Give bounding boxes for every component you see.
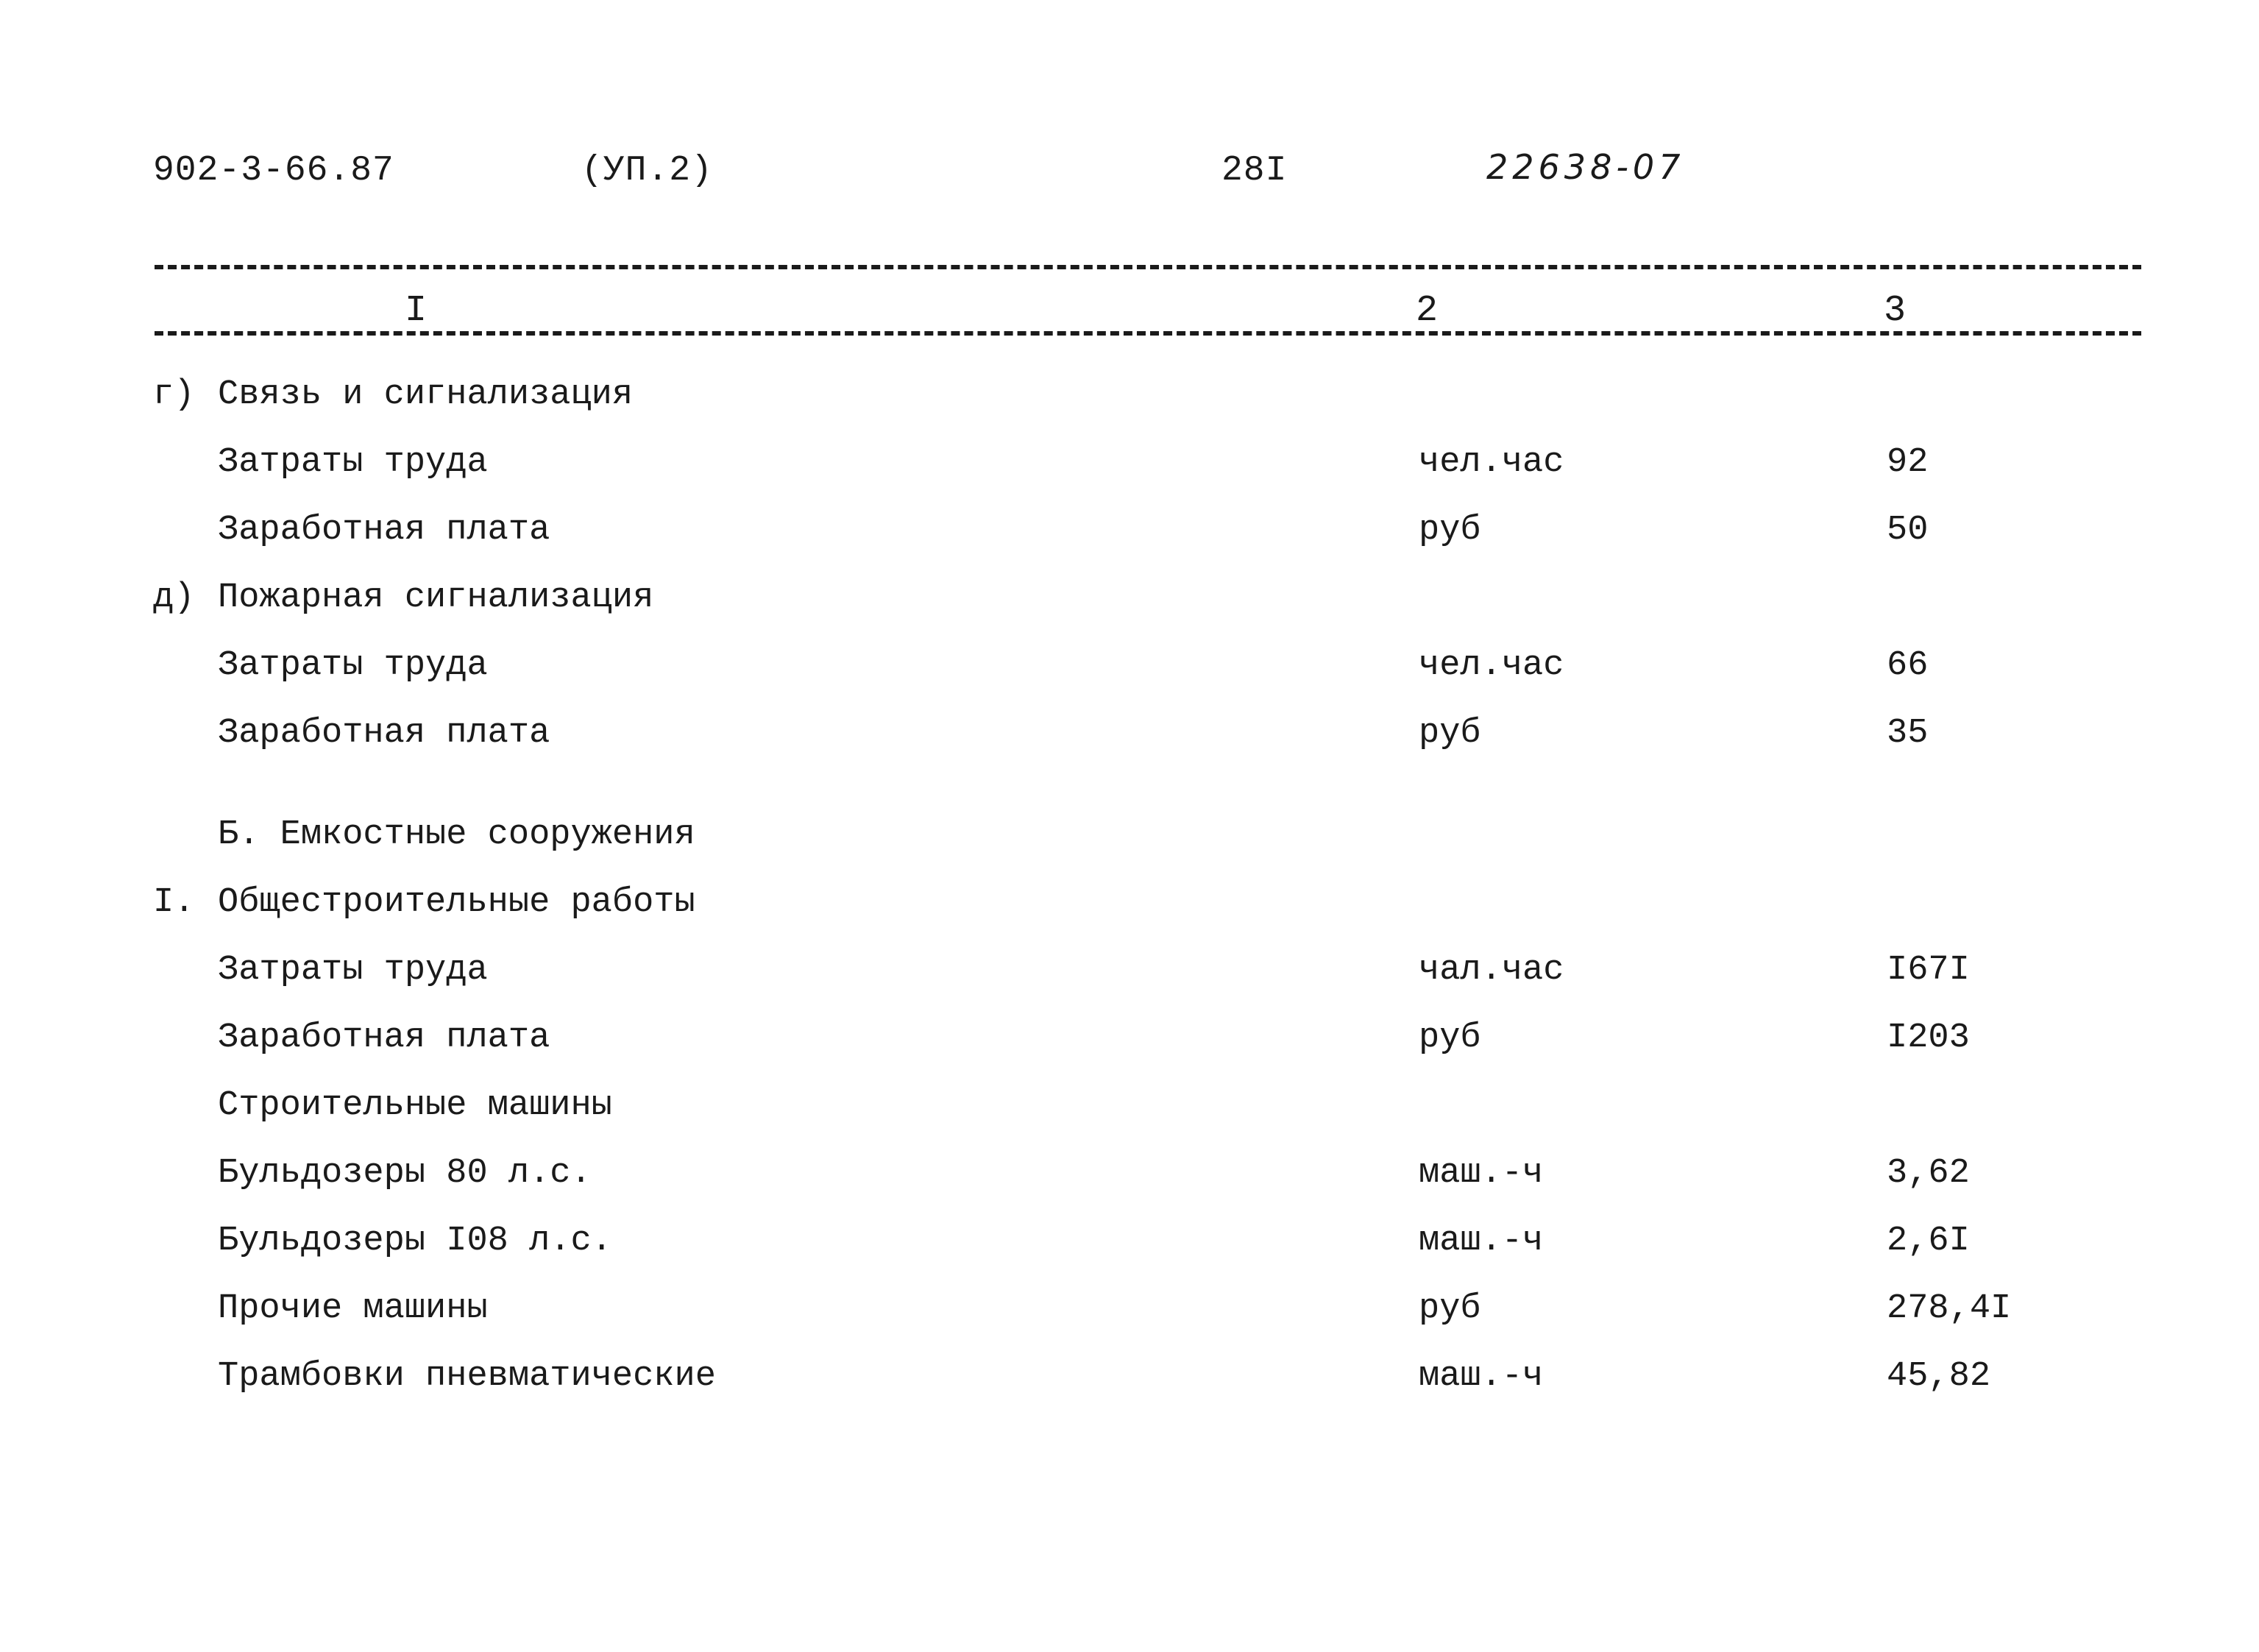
row-label: Прочие машины [218, 1289, 488, 1328]
row-unit: чал.час [1419, 951, 1564, 990]
row-marker: д) [153, 578, 195, 617]
table-row [0, 1222, 2259, 1266]
row-label: Затраты труда [218, 443, 488, 482]
row-value: 50 [1887, 511, 1929, 550]
table-row [0, 511, 2259, 555]
row-value: 66 [1887, 646, 1929, 685]
row-label: Бульдозеры 80 л.с. [218, 1154, 592, 1193]
table-row [0, 1357, 2259, 1401]
row-label: Связь и сигнализация [218, 375, 634, 414]
page-number: 28I [1221, 151, 1288, 191]
row-label: Б. Емкостные сооружения [218, 815, 695, 854]
row-label: Бульдозеры I08 л.с. [218, 1222, 612, 1261]
row-value: I67I [1887, 951, 1970, 990]
row-unit: руб [1419, 1018, 1481, 1057]
row-label: Трамбовки пневматические [218, 1357, 716, 1396]
column-header-2: 2 [1411, 293, 1442, 330]
table-row [0, 646, 2259, 690]
row-unit: руб [1419, 714, 1481, 753]
row-unit: чел.час [1419, 646, 1564, 685]
table-row [0, 375, 2259, 419]
section-heading [0, 815, 2259, 859]
row-unit: маш.-ч [1419, 1357, 1544, 1396]
row-label: Затраты труда [218, 951, 488, 990]
row-marker: I. [153, 883, 195, 922]
row-unit: руб [1419, 1289, 1481, 1328]
row-value: 92 [1887, 443, 1929, 482]
row-value: 2,6I [1887, 1222, 1970, 1261]
row-label: Общестроительные работы [218, 883, 695, 922]
row-label: Заработная плата [218, 1018, 550, 1057]
document-number: 22638-07 [1486, 147, 1685, 187]
document-part: (УП.2) [581, 151, 713, 191]
table-row [0, 1018, 2259, 1063]
column-header-3: 3 [1879, 293, 1910, 330]
row-value: 278,4I [1887, 1289, 2012, 1328]
row-label: Строительные машины [218, 1086, 612, 1125]
document-code: 902-3-66.87 [153, 151, 394, 191]
row-label: Заработная плата [218, 511, 550, 550]
row-unit: чел.час [1419, 443, 1564, 482]
table-row [0, 443, 2259, 487]
row-value: I203 [1887, 1018, 1970, 1057]
table-row [0, 951, 2259, 995]
row-label: Затраты труда [218, 646, 488, 685]
table-header-rule [155, 331, 2141, 336]
row-value: 45,82 [1887, 1357, 1991, 1396]
row-value: 3,62 [1887, 1154, 1970, 1193]
table-row [0, 714, 2259, 758]
table-row [0, 1289, 2259, 1333]
column-header-1: I [400, 293, 431, 330]
row-label: Пожарная сигнализация [218, 578, 654, 617]
row-value: 35 [1887, 714, 1929, 753]
table-row [0, 1154, 2259, 1198]
table-top-rule [155, 265, 2141, 269]
row-unit: маш.-ч [1419, 1154, 1544, 1193]
table-row [0, 1086, 2259, 1130]
row-label: Заработная плата [218, 714, 550, 753]
table-row [0, 883, 2259, 927]
row-unit: руб [1419, 511, 1481, 550]
row-unit: маш.-ч [1419, 1222, 1544, 1261]
table-row [0, 578, 2259, 623]
row-marker: г) [153, 375, 195, 414]
